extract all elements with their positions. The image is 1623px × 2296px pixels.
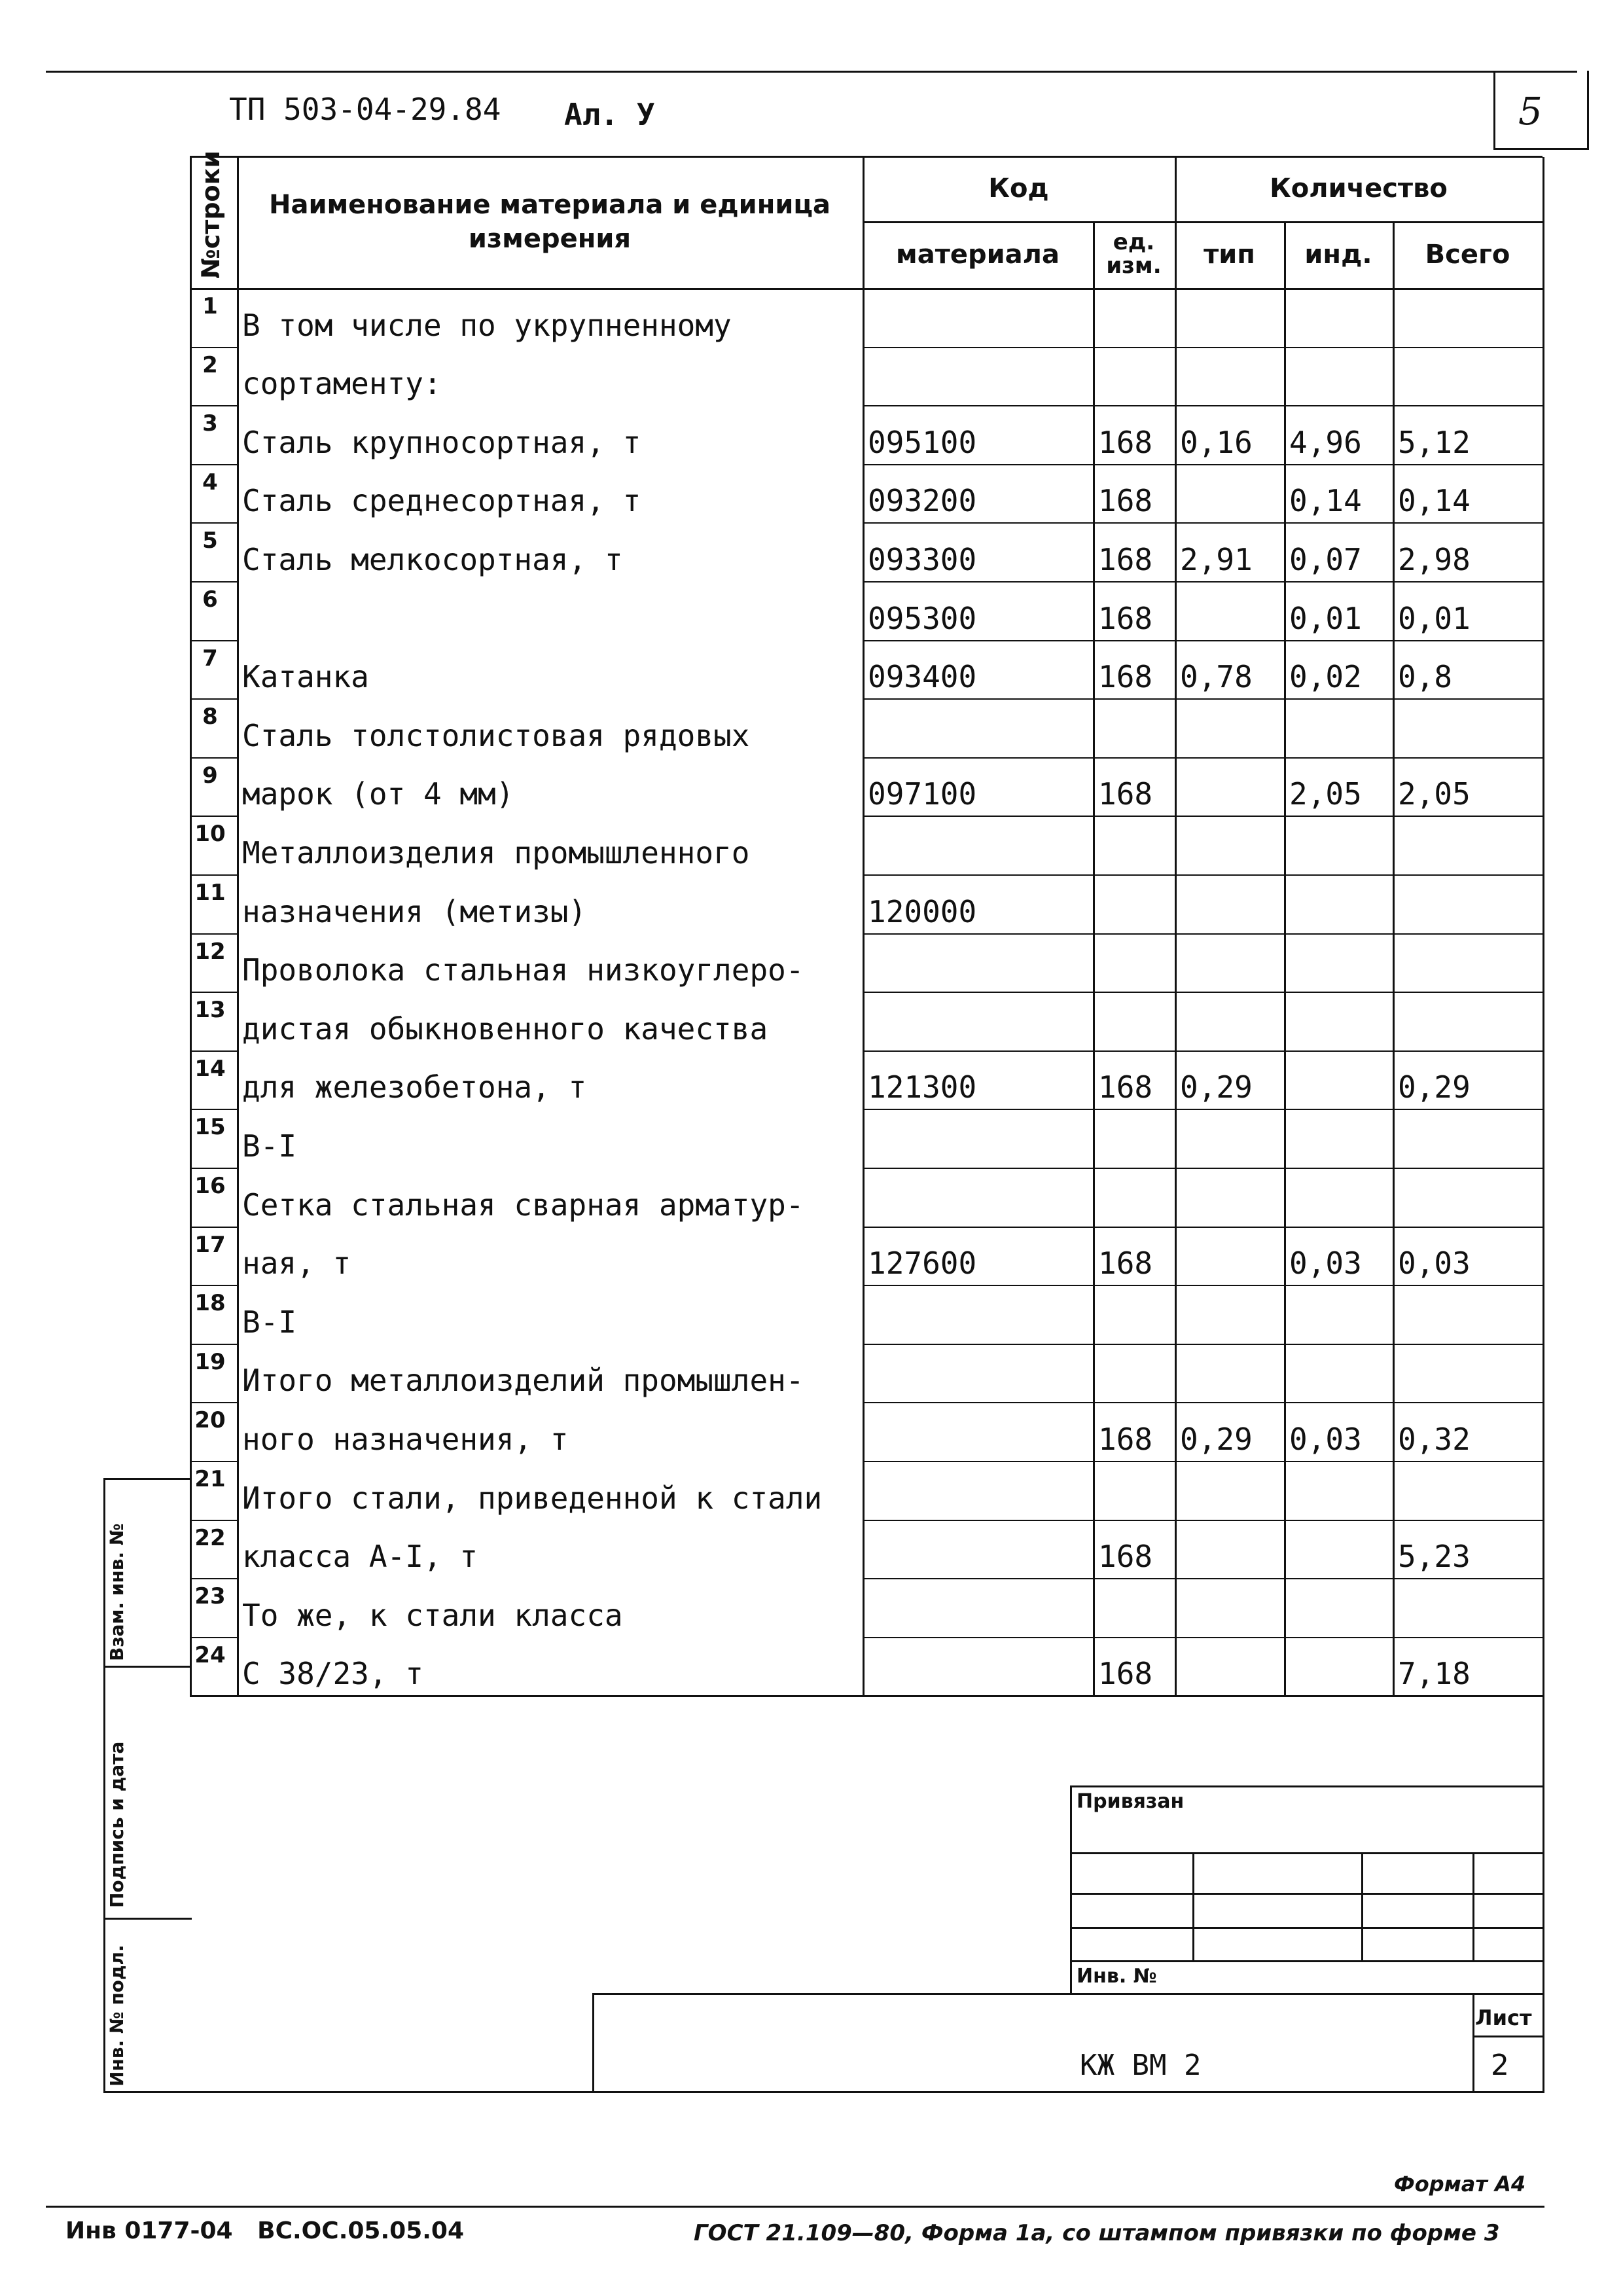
cell-name: В-I xyxy=(242,1304,297,1340)
cell-unit xyxy=(1098,933,1172,988)
cell-total: 0,32 xyxy=(1398,1421,1471,1457)
cell-unit: 168 xyxy=(1098,1246,1153,1282)
cell-typ: 0,78 xyxy=(1180,659,1253,695)
cell-typ: 0,29 xyxy=(1180,1421,1253,1457)
cell-unit xyxy=(1098,1344,1172,1399)
cell-typ xyxy=(1180,1520,1281,1575)
cell-typ: 0,29 xyxy=(1180,1069,1253,1105)
cell-total: 0,8 xyxy=(1398,659,1453,695)
cell-typ xyxy=(1180,874,1281,929)
cell-ind: 2,05 xyxy=(1289,776,1362,812)
cell-ind xyxy=(1289,816,1390,870)
cell-total xyxy=(1398,698,1540,753)
cell-name: для железобетона, т xyxy=(242,1069,587,1105)
cell-ind xyxy=(1289,1461,1390,1516)
cell-total xyxy=(1398,992,1540,1047)
cell-code: 093200 xyxy=(868,483,977,519)
cell-name: Сталь среднесортная, т xyxy=(242,483,641,519)
cell-total xyxy=(1398,1344,1540,1399)
cell-code xyxy=(868,1168,1090,1223)
row-number: 19 xyxy=(194,1348,226,1375)
row-number: 7 xyxy=(202,645,218,672)
cell-name: дистая обыкновенного качества xyxy=(242,1011,768,1047)
inv-podl-label: Инв. № подл. xyxy=(106,1945,128,2087)
page-number: 5 xyxy=(1518,89,1543,134)
cell-ind xyxy=(1289,347,1390,402)
row-number: 4 xyxy=(202,469,218,495)
cell-code: 097100 xyxy=(868,776,977,812)
cell-total xyxy=(1398,288,1540,343)
cell-typ xyxy=(1180,698,1281,753)
row-number: 18 xyxy=(194,1290,226,1317)
cell-typ xyxy=(1180,992,1281,1047)
cell-code xyxy=(868,1344,1090,1399)
cell-ind: 0,03 xyxy=(1289,1246,1362,1282)
row-number: 6 xyxy=(202,586,218,613)
podpis-data-label: Подпись и дата xyxy=(106,1741,128,1908)
row-number: 12 xyxy=(194,938,226,965)
cell-total: 2,05 xyxy=(1398,776,1471,812)
cell-ind: 0,01 xyxy=(1289,600,1362,636)
cell-ind: 4,96 xyxy=(1289,424,1362,460)
cell-name: сортаменту: xyxy=(242,366,442,402)
cell-code xyxy=(868,992,1090,1047)
row-number: 20 xyxy=(194,1407,226,1434)
project-code-text: ТП 503-04-29.84 xyxy=(229,92,501,127)
doc-code: КЖ ВМ 2 xyxy=(1080,2049,1202,2082)
row-number: 24 xyxy=(194,1641,226,1668)
cell-ind xyxy=(1289,1168,1390,1223)
cell-total xyxy=(1398,1168,1540,1223)
cell-typ xyxy=(1180,288,1281,343)
cell-unit: 168 xyxy=(1098,541,1153,577)
cell-name: Катанка xyxy=(242,659,369,695)
cell-code xyxy=(868,1285,1090,1340)
cell-typ xyxy=(1180,1227,1281,1282)
cell-code xyxy=(868,1402,1090,1457)
cell-code: 093400 xyxy=(868,659,977,695)
sheet-number: 2 xyxy=(1491,2049,1509,2082)
gost-label: ГОСТ 21.109—80, Форма 1а, со штампом привязки по форме 3 xyxy=(694,2220,1500,2246)
cell-typ xyxy=(1180,1578,1281,1633)
album-label: Ал. У xyxy=(564,97,655,132)
cell-unit xyxy=(1098,1285,1172,1340)
cell-ind xyxy=(1289,698,1390,753)
cell-name xyxy=(242,581,860,636)
privyazan-label: Привязан xyxy=(1077,1790,1185,1813)
row-number: 22 xyxy=(194,1524,226,1551)
cell-typ xyxy=(1180,1285,1281,1340)
cell-total: 0,01 xyxy=(1398,600,1471,636)
cell-unit: 168 xyxy=(1098,1069,1153,1105)
cell-name: Сталь крупносортная, т xyxy=(242,424,641,460)
col-name-header: Наименование материала и единица измерения xyxy=(268,190,831,254)
cell-typ: 0,16 xyxy=(1180,424,1253,460)
cell-ind xyxy=(1289,874,1390,929)
project-code xyxy=(229,92,501,127)
cell-unit xyxy=(1098,698,1172,753)
cell-ind xyxy=(1289,1520,1390,1575)
cell-ind xyxy=(1289,288,1390,343)
cell-unit xyxy=(1098,1168,1172,1223)
sheet-label: Лист xyxy=(1475,2005,1532,2030)
cell-typ xyxy=(1180,1637,1281,1692)
row-number: 9 xyxy=(202,762,218,789)
cell-total: 5,12 xyxy=(1398,424,1471,460)
cell-total xyxy=(1398,874,1540,929)
cell-ind xyxy=(1289,1578,1390,1633)
cell-name: ного назначения, т xyxy=(242,1421,569,1457)
cell-typ: 2,91 xyxy=(1180,541,1253,577)
cell-typ xyxy=(1180,347,1281,402)
footer-left: Инв 0177-04 ВС.ОС.05.05.04 xyxy=(65,2217,465,2244)
cell-code xyxy=(868,816,1090,870)
inv-no-label: Инв. № xyxy=(1077,1965,1157,1988)
format-label: Формат А4 xyxy=(1394,2172,1526,2197)
cell-code xyxy=(868,933,1090,988)
row-number: 1 xyxy=(202,293,218,319)
cell-name: Итого стали, приведенной к стали xyxy=(242,1480,823,1516)
cell-unit: 168 xyxy=(1098,1656,1153,1692)
col-row-no-header: №строки xyxy=(196,151,225,279)
col-qty-total-header: Всего xyxy=(1425,240,1510,270)
cell-typ xyxy=(1180,1344,1281,1399)
cell-total xyxy=(1398,1461,1540,1516)
cell-unit xyxy=(1098,288,1172,343)
cell-total: 0,03 xyxy=(1398,1246,1471,1282)
cell-code: 093300 xyxy=(868,541,977,577)
cell-typ xyxy=(1180,464,1281,519)
row-number: 10 xyxy=(194,821,226,848)
cell-typ xyxy=(1180,1461,1281,1516)
cell-unit: 168 xyxy=(1098,424,1153,460)
cell-unit: 168 xyxy=(1098,600,1153,636)
col-qty-type-header: тип xyxy=(1204,240,1255,270)
cell-unit xyxy=(1098,816,1172,870)
row-number: 21 xyxy=(194,1466,226,1492)
cell-unit xyxy=(1098,874,1172,929)
cell-ind xyxy=(1289,992,1390,1047)
cell-name: Сталь толстолистовая рядовых xyxy=(242,717,750,753)
cell-total: 2,98 xyxy=(1398,541,1471,577)
cell-code xyxy=(868,698,1090,753)
row-number: 23 xyxy=(194,1583,226,1610)
cell-ind xyxy=(1289,1050,1390,1105)
cell-code xyxy=(868,347,1090,402)
cell-code xyxy=(868,288,1090,343)
cell-total: 7,18 xyxy=(1398,1656,1471,1692)
cell-unit xyxy=(1098,347,1172,402)
cell-code xyxy=(868,1578,1090,1633)
cell-typ xyxy=(1180,1168,1281,1223)
cell-unit xyxy=(1098,992,1172,1047)
cell-name: В том числе по укрупненному xyxy=(242,307,732,343)
cell-total xyxy=(1398,1109,1540,1164)
cell-code xyxy=(868,1520,1090,1575)
cell-total xyxy=(1398,347,1540,402)
cell-name: С 38/23, т xyxy=(242,1656,423,1692)
cell-ind xyxy=(1289,1344,1390,1399)
cell-ind xyxy=(1289,1285,1390,1340)
cell-unit: 168 xyxy=(1098,659,1153,695)
cell-name: Сталь мелкосортная, т xyxy=(242,541,623,577)
cell-ind: 0,07 xyxy=(1289,541,1362,577)
cell-name: ная, т xyxy=(242,1246,351,1282)
cell-typ xyxy=(1180,757,1281,812)
cell-unit xyxy=(1098,1109,1172,1164)
cell-unit xyxy=(1098,1461,1172,1516)
cell-unit: 168 xyxy=(1098,776,1153,812)
cell-code: 121300 xyxy=(868,1069,977,1105)
cell-total xyxy=(1398,1285,1540,1340)
cell-code xyxy=(868,1109,1090,1164)
row-number: 8 xyxy=(202,704,218,730)
cell-code: 095300 xyxy=(868,600,977,636)
cell-total: 0,14 xyxy=(1398,483,1471,519)
row-number: 14 xyxy=(194,1055,226,1082)
row-number: 13 xyxy=(194,997,226,1024)
row-number: 15 xyxy=(194,1114,226,1141)
cell-unit: 168 xyxy=(1098,1421,1153,1457)
cell-ind: 0,14 xyxy=(1289,483,1362,519)
cell-typ xyxy=(1180,1109,1281,1164)
cell-unit: 168 xyxy=(1098,483,1153,519)
cell-unit: 168 xyxy=(1098,1539,1153,1575)
row-number: 5 xyxy=(202,528,218,554)
cell-name: марок (от 4 мм) xyxy=(242,776,514,812)
cell-typ xyxy=(1180,581,1281,636)
col-code-header: Код xyxy=(988,173,1049,204)
cell-name: Сетка стальная сварная арматур- xyxy=(242,1187,804,1223)
row-number: 2 xyxy=(202,351,218,378)
cell-name: Проволока стальная низкоуглеро- xyxy=(242,952,804,988)
cell-name: Металлоизделия промышленного xyxy=(242,834,750,870)
cell-ind: 0,03 xyxy=(1289,1421,1362,1457)
vzam-inv-label: Взам. инв. № xyxy=(106,1523,128,1661)
cell-ind xyxy=(1289,933,1390,988)
cell-ind xyxy=(1289,1637,1390,1692)
col-qty-header: Количество xyxy=(1270,173,1448,204)
cell-ind: 0,02 xyxy=(1289,659,1362,695)
cell-code: 095100 xyxy=(868,424,977,460)
cell-total xyxy=(1398,1578,1540,1633)
cell-typ xyxy=(1180,933,1281,988)
row-number: 3 xyxy=(202,410,218,437)
cell-code xyxy=(868,1461,1090,1516)
col-code-material-header: материала xyxy=(896,240,1060,270)
cell-code: 120000 xyxy=(868,893,977,929)
cell-total xyxy=(1398,816,1540,870)
cell-code: 127600 xyxy=(868,1246,977,1282)
row-number: 17 xyxy=(194,1231,226,1258)
cell-name: В-I xyxy=(242,1128,297,1164)
cell-name: Итого металлоизделий промышлен- xyxy=(242,1363,804,1399)
cell-total: 5,23 xyxy=(1398,1539,1471,1575)
col-qty-ind-header: инд. xyxy=(1304,240,1372,270)
cell-unit xyxy=(1098,1578,1172,1633)
cell-total: 0,29 xyxy=(1398,1069,1471,1105)
row-number: 16 xyxy=(194,1173,226,1199)
cell-name: класса А-I, т xyxy=(242,1539,478,1575)
cell-name: То же, к стали класса xyxy=(242,1597,623,1633)
cell-name: назначения (метизы) xyxy=(242,893,587,929)
col-code-unit-header: ед. изм. xyxy=(1106,229,1162,279)
cell-code xyxy=(868,1637,1090,1692)
row-number: 11 xyxy=(194,880,226,906)
cell-total xyxy=(1398,933,1540,988)
cell-ind xyxy=(1289,1109,1390,1164)
cell-typ xyxy=(1180,816,1281,870)
